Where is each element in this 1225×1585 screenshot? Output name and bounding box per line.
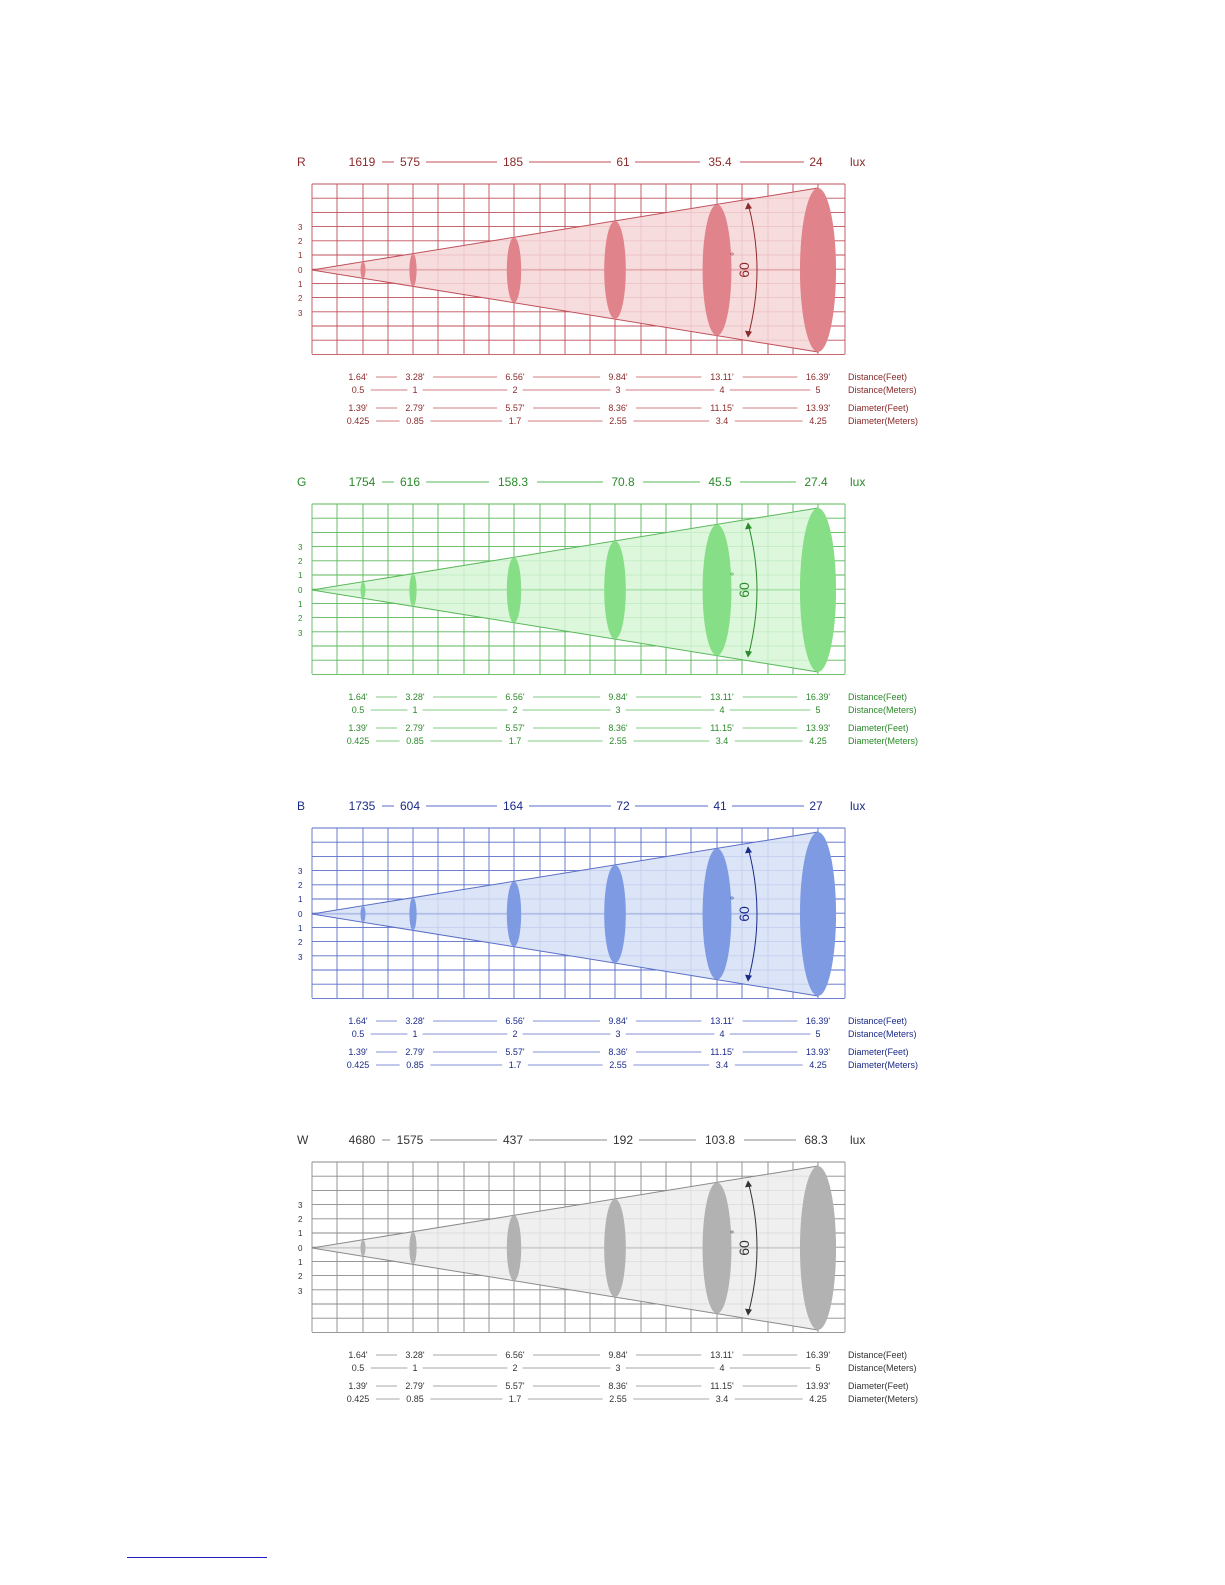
- y-axis-label: 1: [298, 1258, 303, 1267]
- y-axis-label: 2: [298, 1215, 303, 1224]
- lux-value: 27.4: [804, 475, 828, 489]
- diameter-meters-value: 0.85: [406, 1394, 424, 1404]
- diameter-meters-value: 3.4: [715, 1394, 729, 1404]
- y-axis-label: 2: [298, 614, 303, 623]
- lux-value: 68.3: [804, 1133, 828, 1147]
- y-axis-label: 1: [298, 1229, 303, 1238]
- distance-meters-value: 0.5: [351, 1363, 365, 1373]
- beam-section: [409, 1232, 416, 1265]
- beam-section: [703, 524, 732, 655]
- beam-section: [361, 906, 366, 923]
- distance-meters-unit: Distance(Meters): [848, 385, 917, 395]
- distance-meters-value: 3: [615, 1363, 621, 1373]
- distance-feet-value: 16.39': [805, 692, 831, 702]
- y-axis-label: 0: [298, 1244, 303, 1253]
- y-axis-label: 0: [298, 586, 303, 595]
- diameter-feet-value: 8.36': [608, 723, 628, 733]
- lux-value: 45.5: [708, 475, 732, 489]
- panel-g: [0, 320, 1225, 746]
- distance-meters-value: 2: [512, 385, 518, 395]
- beam-section: [409, 574, 416, 607]
- diameter-feet-unit: Diameter(Feet): [848, 723, 909, 733]
- lux-value: 61: [616, 155, 630, 169]
- distance-feet-value: 9.84': [608, 372, 628, 382]
- y-axis-label: 1: [298, 600, 303, 609]
- distance-feet-value: 6.56': [505, 372, 525, 382]
- distance-feet-value: 1.64': [348, 372, 368, 382]
- distance-meters-value: 5: [815, 1363, 821, 1373]
- y-axis-label: 2: [298, 938, 303, 947]
- distance-meters-value: 3: [615, 1029, 621, 1039]
- diameter-feet-value: 2.79': [405, 1381, 425, 1391]
- diameter-meters-value: 4.25: [809, 1060, 827, 1070]
- distance-feet-value: 1.64': [348, 692, 368, 702]
- distance-feet-value: 9.84': [608, 1350, 628, 1360]
- distance-meters-value: 1: [412, 1029, 418, 1039]
- panel-label-w: W: [297, 1133, 309, 1147]
- lux-value: 437: [502, 1133, 524, 1147]
- lux-value: 35.4: [708, 155, 732, 169]
- diameter-meters-value: 2.55: [609, 1394, 627, 1404]
- distance-feet-value: 9.84': [608, 1016, 628, 1026]
- lux-value: 616: [399, 475, 421, 489]
- diameter-meters-unit: Diameter(Meters): [848, 736, 919, 746]
- y-axis-label: 1: [298, 895, 303, 904]
- distance-meters-unit: Distance(Meters): [848, 705, 917, 715]
- beam-section: [361, 1240, 366, 1257]
- diameter-feet-value: 2.79': [405, 1047, 425, 1057]
- distance-feet-value: 13.11': [710, 692, 734, 702]
- diameter-feet-value: 13.93': [805, 403, 831, 413]
- distance-meters-value: 5: [815, 1029, 821, 1039]
- beam-section: [703, 204, 732, 335]
- diameter-feet-value: 8.36': [608, 1047, 628, 1057]
- diameter-meters-value: 4.25: [809, 416, 827, 426]
- y-axis-label: 2: [298, 1272, 303, 1281]
- diameter-meters-value: 1.7: [508, 736, 522, 746]
- distance-meters-unit: Distance(Meters): [848, 1363, 917, 1373]
- distance-feet-unit: Distance(Feet): [848, 1350, 908, 1360]
- beam-section: [800, 832, 836, 996]
- lux-value: 24: [809, 155, 823, 169]
- degree-symbol: °: [730, 1230, 741, 1234]
- beam-diagram-w: [0, 978, 1225, 1438]
- lux-value: 1735: [348, 799, 376, 813]
- diameter-meters-value: 3.4: [715, 736, 729, 746]
- beam-section: [703, 1182, 732, 1313]
- panel-w: [0, 978, 1225, 1404]
- y-axis-label: 3: [298, 629, 303, 638]
- degree-symbol: °: [730, 572, 741, 576]
- diameter-meters-value: 1.7: [508, 1060, 522, 1070]
- distance-meters-value: 2: [512, 705, 518, 715]
- diameter-feet-value: 8.36': [608, 1381, 628, 1391]
- diameter-meters-value: 2.55: [609, 416, 627, 426]
- diameter-feet-value: 11.15': [710, 1381, 734, 1391]
- y-axis-label: 0: [298, 266, 303, 275]
- distance-feet-value: 3.28': [405, 692, 425, 702]
- distance-feet-value: 1.64': [348, 1350, 368, 1360]
- beam-section: [409, 254, 416, 287]
- lux-unit: lux: [850, 475, 866, 489]
- distance-feet-value: 13.11': [710, 1350, 734, 1360]
- beam-section: [507, 237, 521, 302]
- diameter-feet-value: 5.57': [505, 723, 525, 733]
- diameter-meters-unit: Diameter(Meters): [848, 1060, 919, 1070]
- diameter-feet-value: 5.57': [505, 403, 525, 413]
- panel-b: [0, 644, 1225, 1070]
- lux-value: 70.8: [611, 475, 635, 489]
- distance-feet-value: 3.28': [405, 1016, 425, 1026]
- diameter-feet-value: 2.79': [405, 403, 425, 413]
- distance-feet-value: 16.39': [805, 1350, 831, 1360]
- distance-meters-value: 3: [615, 385, 621, 395]
- distance-feet-value: 13.11': [710, 372, 734, 382]
- distance-feet-value: 6.56': [505, 1350, 525, 1360]
- distance-feet-unit: Distance(Feet): [848, 692, 908, 702]
- diameter-meters-value: 0.425: [346, 736, 370, 746]
- lux-value: 192: [612, 1133, 634, 1147]
- distance-feet-value: 6.56': [505, 1016, 525, 1026]
- diameter-meters-value: 2.55: [609, 1060, 627, 1070]
- distance-feet-value: 9.84': [608, 692, 628, 702]
- y-axis-label: 3: [298, 309, 303, 318]
- diameter-meters-value: 0.85: [406, 736, 424, 746]
- panel-label-r: R: [297, 155, 306, 169]
- diameter-feet-unit: Diameter(Feet): [848, 403, 909, 413]
- diameter-meters-value: 0.425: [346, 1060, 370, 1070]
- lux-value: 158.3: [497, 475, 529, 489]
- diameter-meters-value: 3.4: [715, 416, 729, 426]
- diameter-feet-value: 5.57': [505, 1381, 525, 1391]
- y-axis-label: 2: [298, 557, 303, 566]
- diameter-feet-value: 13.93': [805, 1047, 831, 1057]
- diameter-feet-value: 1.39': [348, 1047, 368, 1057]
- beam-angle-label: 60: [736, 1240, 752, 1256]
- beam-section: [604, 865, 626, 963]
- distance-meters-value: 0.5: [351, 705, 365, 715]
- beam-section: [604, 1199, 626, 1297]
- distance-meters-value: 5: [815, 385, 821, 395]
- distance-meters-value: 0.5: [351, 385, 365, 395]
- diameter-meters-value: 3.4: [715, 1060, 729, 1070]
- distance-meters-value: 4: [719, 385, 725, 395]
- distance-meters-unit: Distance(Meters): [848, 1029, 917, 1039]
- diameter-feet-value: 1.39': [348, 403, 368, 413]
- diameter-meters-value: 4.25: [809, 1394, 827, 1404]
- y-axis-label: 2: [298, 237, 303, 246]
- lux-value: 185: [502, 155, 524, 169]
- beam-section: [507, 881, 521, 946]
- lux-value: 27: [809, 799, 823, 813]
- y-axis-label: 1: [298, 924, 303, 933]
- degree-symbol: °: [730, 252, 741, 256]
- beam-section: [409, 898, 416, 931]
- diameter-feet-value: 11.15': [710, 403, 734, 413]
- diameter-feet-value: 11.15': [710, 1047, 734, 1057]
- diameter-meters-value: 1.7: [508, 1394, 522, 1404]
- distance-meters-value: 1: [412, 705, 418, 715]
- distance-meters-value: 0.5: [351, 1029, 365, 1039]
- y-axis-label: 3: [298, 867, 303, 876]
- lux-value: 4680: [348, 1133, 376, 1147]
- beam-angle-label: 60: [736, 262, 752, 278]
- diameter-feet-unit: Diameter(Feet): [848, 1381, 909, 1391]
- diameter-feet-value: 11.15': [710, 723, 734, 733]
- diameter-feet-value: 8.36': [608, 403, 628, 413]
- distance-feet-value: 1.64': [348, 1016, 368, 1026]
- y-axis-label: 2: [298, 294, 303, 303]
- lux-value: 1619: [348, 155, 376, 169]
- distance-meters-value: 5: [815, 705, 821, 715]
- y-axis-label: 3: [298, 543, 303, 552]
- beam-section: [703, 848, 732, 979]
- diameter-meters-value: 0.85: [406, 416, 424, 426]
- y-axis-label: 3: [298, 953, 303, 962]
- distance-meters-value: 4: [719, 1363, 725, 1373]
- diameter-meters-unit: Diameter(Meters): [848, 416, 919, 426]
- diameter-feet-value: 13.93': [805, 1381, 831, 1391]
- distance-feet-value: 13.11': [710, 1016, 734, 1026]
- y-axis-label: 1: [298, 280, 303, 289]
- lux-value: 575: [399, 155, 421, 169]
- y-axis-label: 3: [298, 1201, 303, 1210]
- beam-angle-label: 60: [736, 582, 752, 598]
- y-axis-label: 3: [298, 223, 303, 232]
- diameter-meters-value: 0.425: [346, 416, 370, 426]
- beam-section: [604, 221, 626, 319]
- lux-value: 164: [502, 799, 524, 813]
- degree-symbol: °: [730, 896, 741, 900]
- beam-section: [507, 557, 521, 622]
- distance-meters-value: 1: [412, 385, 418, 395]
- distance-feet-value: 3.28': [405, 372, 425, 382]
- lux-unit: lux: [850, 155, 866, 169]
- distance-meters-value: 2: [512, 1363, 518, 1373]
- y-axis-label: 1: [298, 571, 303, 580]
- distance-meters-value: 3: [615, 705, 621, 715]
- distance-meters-value: 4: [719, 1029, 725, 1039]
- beam-section: [361, 582, 366, 599]
- lux-unit: lux: [850, 799, 866, 813]
- diameter-feet-unit: Diameter(Feet): [848, 1047, 909, 1057]
- footer-rule: [127, 1557, 267, 1558]
- panel-label-b: B: [297, 799, 306, 813]
- diameter-meters-value: 0.425: [346, 1394, 370, 1404]
- lux-value: 103.8: [704, 1133, 736, 1147]
- y-axis-label: 2: [298, 881, 303, 890]
- diameter-meters-value: 1.7: [508, 416, 522, 426]
- distance-meters-value: 1: [412, 1363, 418, 1373]
- distance-feet-value: 16.39': [805, 372, 831, 382]
- distance-feet-value: 16.39': [805, 1016, 831, 1026]
- diameter-meters-value: 4.25: [809, 736, 827, 746]
- diameter-feet-value: 2.79': [405, 723, 425, 733]
- lux-value: 1575: [396, 1133, 424, 1147]
- distance-meters-value: 2: [512, 1029, 518, 1039]
- distance-feet-unit: Distance(Feet): [848, 1016, 908, 1026]
- diameter-meters-value: 0.85: [406, 1060, 424, 1070]
- diameter-meters-value: 2.55: [609, 736, 627, 746]
- distance-feet-value: 3.28': [405, 1350, 425, 1360]
- beam-section: [507, 1215, 521, 1280]
- lux-value: 72: [616, 799, 630, 813]
- lux-value: 41: [713, 799, 727, 813]
- panel-r: [0, 0, 1225, 426]
- diameter-feet-value: 1.39': [348, 1381, 368, 1391]
- beam-section: [361, 262, 366, 279]
- lux-value: 604: [399, 799, 421, 813]
- y-axis-label: 1: [298, 251, 303, 260]
- y-axis-label: 3: [298, 1287, 303, 1296]
- diameter-feet-value: 13.93': [805, 723, 831, 733]
- beam-section: [604, 541, 626, 639]
- distance-feet-unit: Distance(Feet): [848, 372, 908, 382]
- diameter-feet-value: 5.57': [505, 1047, 525, 1057]
- beam-angle-label: 60: [736, 906, 752, 922]
- lux-unit: lux: [850, 1133, 866, 1147]
- y-axis-label: 0: [298, 910, 303, 919]
- panel-label-g: G: [297, 475, 307, 489]
- lux-value: 1754: [348, 475, 376, 489]
- distance-feet-value: 6.56': [505, 692, 525, 702]
- diameter-meters-unit: Diameter(Meters): [848, 1394, 919, 1404]
- distance-meters-value: 4: [719, 705, 725, 715]
- diameter-feet-value: 1.39': [348, 723, 368, 733]
- beam-section: [800, 1166, 836, 1330]
